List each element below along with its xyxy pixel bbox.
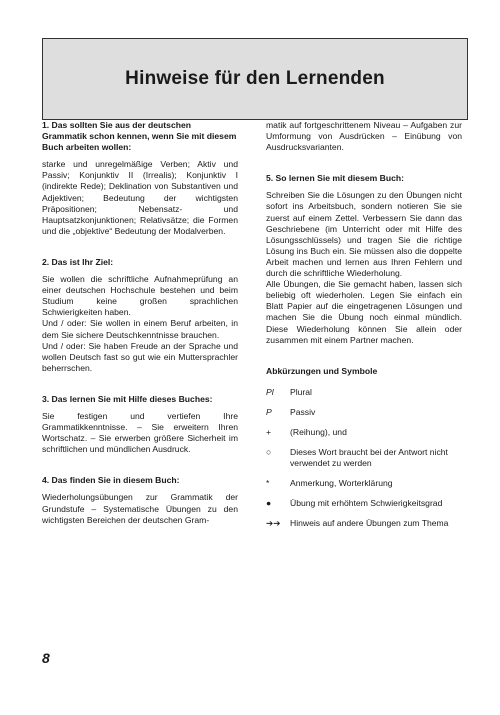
section-2-text-1: Sie wollen die schriftliche Aufnahmeprüfung an einer deutschen Hochschule bestehen und beim Studium keine großen sprachlichen Schwierigkeiten haben. [42, 274, 238, 318]
section-4-heading: 4. Das finden Sie in diesem Buch: [42, 475, 180, 486]
section-3 [42, 394, 238, 455]
plus-icon: + [266, 426, 272, 437]
section-5-text-1: Schreiben Sie die Lösungen zu den Übungen nicht sofort ins Arbeitsbuch, sondern notieren Sie sie zuerst auf einem Zettel. Verbessern Sie dann das Geschriebene (im Unterricht oder mit Hilfe des Lösungsschlüssels) und tragen Sie die richtige Lösung ins Buch ein. Sie müssen also die doppelte Arbeit machen und lernen aus Ihren Fehlern und durch die schriftliche Wiederholung. [266, 190, 462, 279]
section-4 [42, 475, 238, 525]
section-5-text-2: Alle Übungen, die Sie gemacht haben, lassen sich beliebig oft wiederholen. Legen Sie einfach ein Blatt Papier auf die eingetragenen Lösungen und machen Sie die Übung noch einmal mündlich. Diese Wiederholung können Sie allein oder zusammen mit einem Partner machen. [266, 279, 462, 345]
dot-icon: ● [266, 498, 272, 509]
abbr-text: Dieses Wort braucht bei der Antwort nicht verwendet zu werden [290, 447, 448, 469]
section-1 [42, 120, 238, 237]
section-1-heading: 1. Das sollten Sie aus der deutschen Grammatik schon kennen, wenn Sie mit diesem Buch arbeiten wollen: [42, 120, 237, 153]
left-column [42, 120, 238, 546]
abbr-text: Plural [290, 386, 312, 397]
abbr-row-passiv [266, 407, 462, 418]
title-box [42, 38, 468, 120]
abbr-row-reihung [266, 427, 462, 438]
abbr-symbol: Pl [266, 386, 274, 397]
section-3-heading: 3. Das lernen Sie mit Hilfe dieses Buches: [42, 393, 213, 404]
abbr-text: Anmerkung, Worterklärung [290, 478, 393, 489]
section-4-continued [266, 120, 462, 153]
abbr-text: Hinweis auf andere Übungen zum Thema [290, 518, 449, 529]
section-4-text: Wiederholungsübungen zur Grammatik der Grundstufe – Systematische Übungen zu den wichtigsten Bereichen der deutschen Gram- [42, 492, 238, 525]
abbr-row-plural [266, 387, 462, 398]
abbr-text: Übung mit erhöhtem Schwierigkeitsgrad [290, 498, 443, 509]
abbr-row-note [266, 478, 462, 489]
section-2-text-3: Und / oder: Sie haben Freude an der Sprache und wollen Deutsch fast so gut wie ein Muttersprachler beherrschen. [42, 340, 238, 373]
section-5-heading: 5. So lernen Sie mit diesem Buch: [266, 173, 405, 184]
abbr-row-optional [266, 447, 462, 469]
asterisk-icon: * [266, 478, 270, 489]
abbreviations-section [266, 366, 462, 530]
arrow-icon: ➔➔ [266, 518, 281, 529]
abbr-text: (Reihung), und [290, 426, 347, 437]
section-2-heading: 2. Das ist Ihr Ziel: [42, 256, 114, 267]
section-1-text: starke und unregelmäßige Verben; Aktiv und Passiv; Konjunktiv II (Irrealis); Konjunktiv I (indirekte Rede); Deklination von Substantiven und Adjektiven; Bedeutung der wichtigsten Präpositionen; Nebensatz- und Hauptsatzkonjunktionen; Relativsätze; die Formen und die „objektive“ Bedeutung der Modalverben. [42, 159, 238, 236]
abbr-text: Passiv [290, 406, 316, 417]
section-5 [266, 173, 462, 345]
abbreviations-heading: Abkürzungen und Symbole [266, 365, 378, 376]
page-number: 8 [42, 650, 50, 666]
section-4-text-continued: matik auf fortgeschrittenem Niveau – Aufgaben zur Umformung von Ausdrücken – Einübung von Ausdrucksvarianten. [266, 120, 462, 153]
page-title: Hinweise für den Lernenden [125, 68, 385, 89]
abbr-row-reference [266, 518, 462, 529]
circle-icon: ○ [266, 447, 272, 458]
section-2-text-2: Und / oder: Sie wollen in einem Beruf arbeiten, in dem Sie sichere Deutschkenntnisse brauchen. [42, 318, 238, 340]
right-column [266, 120, 462, 539]
abbr-symbol: P [266, 406, 272, 417]
abbr-row-difficulty [266, 498, 462, 509]
section-3-text: Sie festigen und vertiefen Ihre Grammatikkenntnisse. – Sie erweitern Ihren Wortschatz. – Sie erwerben größere Sicherheit im schriftlichen und mündlichen Ausdruck. [42, 410, 238, 455]
section-2 [42, 257, 238, 374]
